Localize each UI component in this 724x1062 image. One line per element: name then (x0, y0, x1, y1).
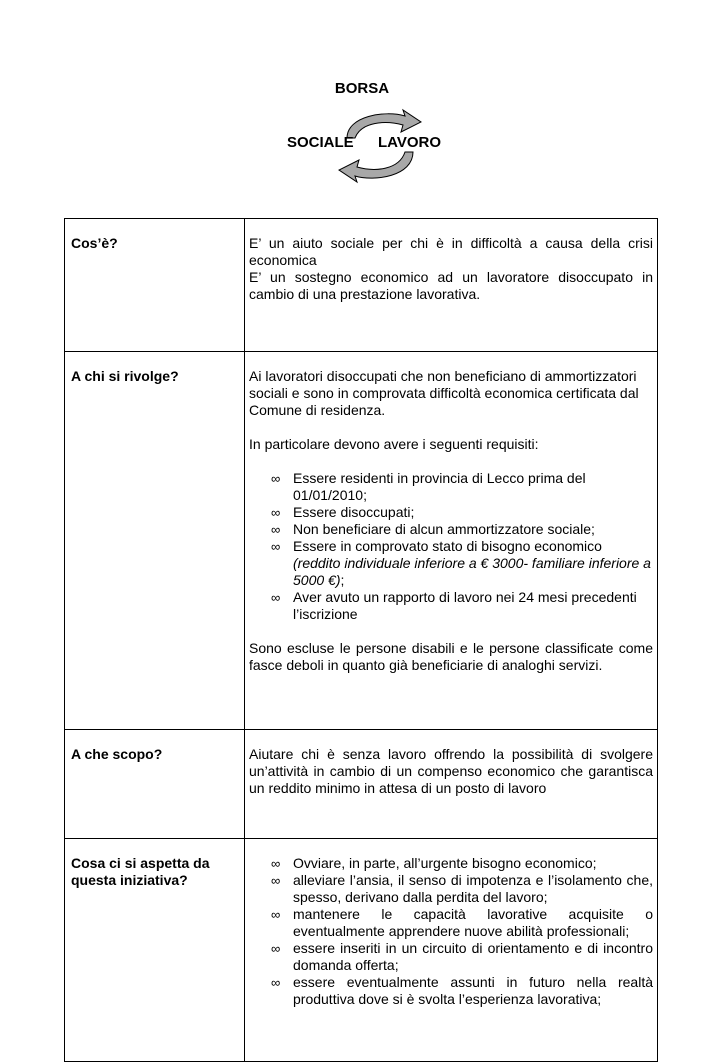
list-item: ∞ alleviare l’ansia, il senso di impotenza e l’isolamento che, spesso, derivano dalla perdita del lavoro; (271, 872, 653, 905)
info-table (64, 218, 658, 1062)
requisiti-title: In particolare devono avere i seguenti requisiti: (249, 436, 539, 452)
list-item: ∞ Non beneficiare di alcun ammortizzatore sociale; (271, 521, 595, 537)
infinity-bullet-icon: ∞ (271, 907, 281, 922)
list-item: ∞ essere eventualmente assunti in futuro nella realtà produttiva dove si è svolta l’esperienza lavorativa; (271, 974, 653, 1007)
answer-intro: Ai lavoratori disoccupati che non beneficiano di ammortizzatori sociali e sono in comprovata difficoltà economica certificata dal Comune di residenza. (249, 368, 639, 418)
answer-cell (245, 352, 658, 730)
answer-line: E’ un sostegno economico ad un lavoratore disoccupato in cambio di una prestazione lavorativa. (249, 269, 653, 302)
answer-text: Aiutare chi è senza lavoro offrendo la possibilità di svolgere un’attività in cambio di un compenso economico che garantisca un reddito minimo in attesa di un posto di lavoro (249, 746, 653, 796)
answer-cell (245, 219, 658, 352)
question-cell: Cos’è? (65, 219, 245, 352)
logo-word-lavoro: LAVORO (378, 134, 442, 151)
infinity-bullet-icon: ∞ (271, 590, 281, 605)
question-cell: Cosa ci si aspetta da questa iniziativa? (65, 839, 245, 1062)
infinity-bullet-icon: ∞ (271, 975, 281, 990)
table-row (65, 839, 658, 1062)
list-item: ∞ Essere disoccupati; (271, 504, 415, 520)
requisiti-list (249, 470, 653, 623)
infinity-bullet-icon: ∞ (271, 856, 281, 871)
infinity-bullet-icon: ∞ (271, 522, 281, 537)
list-item: ∞ Essere in comprovato stato di bisogno economico (reddito individuale inferiore a € 3000- familiare inferiore a 5000 €); (271, 538, 651, 588)
table-row (65, 730, 658, 839)
answer-cell (245, 839, 658, 1062)
infinity-bullet-icon: ∞ (271, 941, 281, 956)
infinity-bullet-icon: ∞ (271, 539, 281, 554)
list-item: ∞ essere inseriti in un circuito di orientamento e di incontro domanda offerta; (271, 940, 653, 973)
esclusioni-text: Sono escluse le persone disabili e le persone classificate come fasce deboli in quanto già beneficiarie di analoghi servizi. (249, 640, 653, 673)
answer-line: E’ un aiuto sociale per chi è in difficoltà a causa della crisi economica (249, 235, 653, 268)
infinity-bullet-icon: ∞ (271, 505, 281, 520)
question-cell: A chi si rivolge? (65, 352, 245, 730)
question-cell: A che scopo? (65, 730, 245, 839)
page-title: BORSA (334, 80, 390, 97)
requisito-note: (reddito individuale inferiore a € 3000- familiare inferiore a 5000 €) (293, 555, 651, 588)
logo-word-sociale: SOCIALE (287, 134, 354, 151)
infinity-bullet-icon: ∞ (271, 471, 281, 486)
list-item: ∞ Aver avuto un rapporto di lavoro nei 24 mesi precedenti l’iscrizione (271, 589, 637, 622)
infinity-bullet-icon: ∞ (271, 873, 281, 888)
answer-cell (245, 730, 658, 839)
page-header (0, 0, 724, 200)
expectations-list (249, 855, 653, 1008)
list-item: ∞ Essere residenti in provincia di Lecco prima del 01/01/2010; (271, 470, 586, 503)
table-row (65, 219, 658, 352)
table-row (65, 352, 658, 730)
list-item: ∞ Ovviare, in parte, all’urgente bisogno economico; (271, 855, 597, 871)
list-item: ∞ mantenere le capacità lavorative acquisite o eventualmente apprendere nuove abilità professionali; (271, 906, 653, 939)
